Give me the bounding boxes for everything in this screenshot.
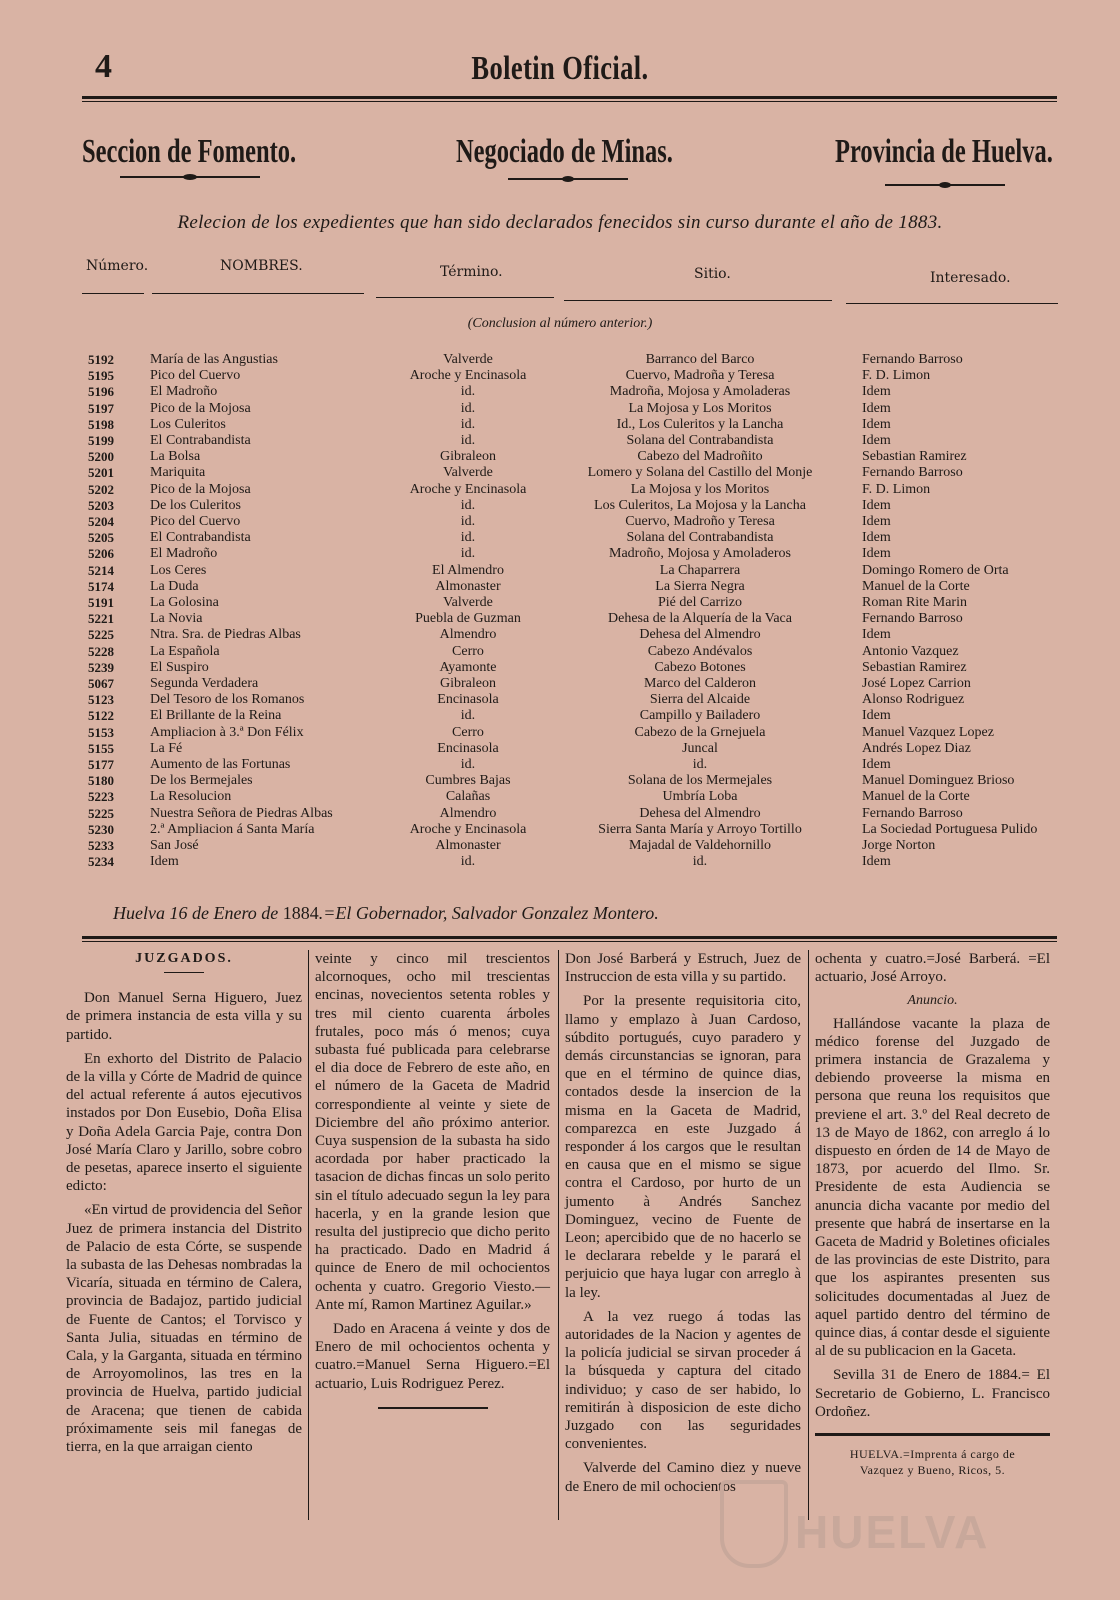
col-rule [82, 293, 144, 294]
expediente-number: 5230 [88, 821, 114, 837]
col-rule [376, 297, 554, 298]
requisitoria-paragraph: Valverde del Camino diez y nueve de Enero de mil ochocientos [565, 1460, 801, 1495]
section-heading-fomento: Seccion de Fomento. [82, 133, 297, 170]
expediente-interesado: Andrés Lopez Diaz [862, 740, 971, 756]
juzgados-title: JUZGADOS. [135, 951, 233, 966]
column-separator [308, 950, 309, 1520]
expediente-interesado: Idem [862, 384, 891, 400]
section-heading-huelva: Provincia de Huelva. [835, 133, 1053, 170]
expediente-number: 5203 [88, 497, 114, 513]
imprint-rule [815, 1433, 1050, 1436]
juzgados-paragraph: «En virtud de providencia del Señor Juez de primera instancia del Distrito de Palacio de esta Córte, se suspende la subasta de las Dehesas nombradas la Vicaría, situada en término de Calera, provincia de Badajoz, partido judicial de Fuente de Cantos; el Torvisco y Santa Julia, situadas en término de Cala, y la Garganta, situada en término de Arroyomolinos, las tres en la provincia de Huelva, partido judicial de Aracena; que tienen de cabida próximamente seis mil fanegas de tierra, en la que arraigan ciento [66, 1202, 302, 1456]
expediente-number: 5191 [88, 595, 114, 610]
table-row [0, 563, 1120, 579]
expediente-interesado: Idem [862, 757, 891, 772]
expediente-name: De los Culeritos [150, 497, 241, 513]
expediente-number: 5155 [88, 740, 114, 756]
signature-text: .=El Gobernador, Salvador Gonzalez Montero. [318, 903, 659, 923]
table-row [0, 401, 1120, 417]
expediente-number: 5195 [88, 368, 114, 384]
expediente-name: La Española [150, 643, 220, 659]
table-row [0, 595, 1120, 611]
expediente-sitio: Cabezo Botones [654, 659, 746, 675]
column-requisitoria [565, 950, 801, 1502]
expediente-termino: Puebla de Guzman [415, 611, 521, 627]
expediente-interesado: Jorge Norton [862, 838, 936, 853]
expediente-termino: id. [460, 546, 476, 562]
table-row [0, 822, 1120, 838]
expediente-number: 5200 [88, 449, 114, 465]
expediente-sitio: Los Culeritos, La Mojosa y la Lancha [594, 497, 806, 513]
expediente-interesado: Manuel de la Corte [862, 578, 970, 594]
expediente-sitio: Umbría Loba [662, 789, 738, 805]
table-row [0, 644, 1120, 660]
expediente-number: 5228 [88, 643, 114, 659]
expediente-sitio: Lomero y Solana del Castillo del Monje [587, 465, 813, 481]
expediente-interesado: Fernando Barroso [862, 611, 963, 627]
expediente-number: 5067 [88, 676, 114, 691]
expediente-number: 5196 [88, 384, 114, 400]
expediente-sitio: Madroño, Mojosa y Amoladeros [609, 546, 791, 562]
expediente-name: La Duda [150, 578, 199, 594]
expediente-name: La Resolucion [150, 789, 232, 805]
expediente-name: María de las Angustias [150, 352, 278, 367]
expediente-name: San José [150, 838, 199, 853]
juzgados-paragraph: veinte y cinco mil trescientos alcornoques, ocho mil trescientas encinas, novecientos setenta robles y tres mil ciento cuarenta árboles frutales, poco más ó menos; cuya subasta fué publicada para celebrarse el dia doce de Febrero de este año, en el número de la Gaceta de Madrid correspondiente al veinte y siete de Diciembre del año próximo anterior. Cuya suspension de la subasta ha sido acordada por haber practicado la tasacion de dichas fincas un solo perito sin el título adecuado segun la ley para hacerla, y en la grande lesion que resulta del justiprecio que dicho perito ha practicado. Dado en Madrid á quince de Enero de mil ochocientos ochenta y cuatro. Gregorio Viesto.—Ante mí, Ramon Martinez Aguilar.» [315, 951, 550, 1313]
expediente-name: El Contrabandista [150, 530, 251, 546]
col-head-numero: Número. [86, 258, 149, 274]
expediente-sitio: Dehesa del Almendro [639, 805, 761, 821]
expediente-interesado: Manuel de la Corte [862, 789, 970, 805]
expediente-termino: Aroche y Encinasola [409, 481, 527, 497]
table-row [0, 806, 1120, 822]
table-row [0, 417, 1120, 433]
table-row [0, 789, 1120, 805]
anuncio-paragraph: Sevilla 31 de Enero de 1884.= El Secretario de Gobierno, L. Francisco Ordoñez. [815, 1367, 1050, 1420]
conclusion-note: (Conclusion al número anterior.) [467, 316, 653, 331]
expediente-termino: id. [460, 757, 476, 772]
expediente-sitio: La Chaparrera [659, 562, 741, 578]
expediente-interesado: La Sociedad Portuguesa Pulido [862, 821, 1038, 837]
expediente-name: De los Bermejales [150, 773, 253, 789]
column-juzgados [66, 950, 302, 1462]
expediente-sitio: Campillo y Bailadero [639, 708, 761, 724]
expediente-name: Segunda Verdadera [150, 676, 259, 691]
juzgados-paragraph: Dado en Aracena á veinte y dos de Enero de mil ochocientos ochenta y cuatro.=Manuel Serna Higuero.=El actuario, Luis Rodriguez Perez. [315, 1321, 550, 1392]
table-row [0, 773, 1120, 789]
table-row [0, 465, 1120, 481]
expediente-termino: Encinasola [437, 692, 499, 708]
section-divider [82, 936, 1057, 939]
expediente-number: 5214 [88, 562, 114, 578]
expediente-name: Los Culeritos [150, 416, 226, 432]
col-head-interesado: Interesado. [930, 270, 1011, 286]
section-heading-minas: Negociado de Minas. [456, 133, 673, 170]
governor-signature [113, 903, 659, 924]
table-row [0, 352, 1120, 368]
expediente-sitio: Solana del Contrabandista [626, 433, 774, 448]
table-row [0, 449, 1120, 465]
expediente-number: 5221 [88, 611, 114, 627]
column-anuncio [815, 950, 1050, 1478]
expediente-sitio: Majadal de Valdehornillo [628, 838, 772, 853]
table-row [0, 611, 1120, 627]
expediente-name: Pico de la Mojosa [150, 400, 251, 416]
expediente-number: 5225 [88, 627, 114, 643]
expediente-number: 5233 [88, 838, 114, 853]
expediente-number: 5234 [88, 854, 114, 870]
expediente-termino: id. [460, 708, 476, 724]
expediente-number: 5223 [88, 789, 114, 805]
expediente-interesado: F. D. Limon [862, 368, 931, 384]
table-row [0, 530, 1120, 546]
expediente-name: El Madroño [150, 384, 218, 400]
signature-year: 1884 [282, 903, 319, 923]
anuncio-paragraph: Hallándose vacante la plaza de médico forense del Juzgado de primera instancia de Grazalema y debiendo proveerse la misma en persona que reuna los requisitos que previene el art. 3.º del Real decreto de 13 de Mayo de 1862, con arreglo á lo dispuesto en órden de 14 de Mayo de 1873, por acuerdo del Ilmo. Sr. Presidente de esta Audiencia se anuncia dicha vacante por medio del presente que habrá de insertarse en la Gaceta de Madrid y Boletines oficiales de las provincias de este Distrito, para que los aspirantes presenten sus solicitudes documentadas al Juez de aquel partido dentro del término de quince dias, á contar desde el siguiente al de su publicacion en la Gaceta. [815, 1015, 1050, 1360]
requisitoria-paragraph: ochenta y cuatro.=José Barberá. =El actuario, José Arroyo. [815, 951, 1050, 986]
expediente-sitio: Sierra Santa María y Arroyo Tortillo [598, 821, 802, 837]
expediente-name: La Golosina [150, 595, 219, 610]
expediente-interesado: Idem [862, 546, 891, 562]
col-rule [152, 293, 364, 294]
col-rule [564, 300, 832, 301]
expediente-termino: Cerro [452, 643, 484, 659]
expediente-number: 5201 [88, 465, 114, 481]
col-rule [846, 303, 1058, 304]
section-divider-thin [82, 941, 1057, 942]
expediente-interesado: Idem [862, 416, 891, 432]
expediente-name: Idem [150, 854, 179, 870]
expediente-name: Pico del Cuervo [150, 368, 241, 384]
column-separator [558, 950, 559, 1520]
expediente-termino: Almendro [439, 627, 497, 643]
expediente-number: 5206 [88, 546, 114, 562]
expediente-termino: Valverde [443, 595, 493, 610]
table-row [0, 854, 1120, 870]
table-row [0, 676, 1120, 692]
flourish-center [508, 178, 628, 180]
requisitoria-paragraph: Por la presente requisitoria cito, llamo y emplazo à Juan Cardoso, súbdito portugués, cuyo paradero y demás circunstancias se ignoran, para que en el término de quince dias, contados desde la insercion de la misma en la Gaceta de Madrid, comparezca en este Juzgado á responder á los cargos que le resultan en causa que en el mismo se sigue contra el Cardoso, por hurto de un jumento à Andrés Sanchez Dominguez, vecino de Fuente de Leon; apercibido que de no hacerlo se le declarara rebelde y le parará el perjuicio que haya lugar con arreglo à la ley. [565, 993, 801, 1301]
expediente-number: 5197 [88, 400, 114, 416]
expediente-name: Los Ceres [150, 562, 207, 578]
expediente-interesado: Fernando Barroso [862, 465, 963, 481]
expediente-interesado: Fernando Barroso [862, 352, 963, 367]
expediente-termino: Encinasola [437, 740, 499, 756]
expediente-name: Mariquita [150, 465, 206, 481]
table-row [0, 579, 1120, 595]
expediente-termino: id. [460, 514, 476, 529]
expediente-name: El Suspiro [150, 659, 209, 675]
expediente-name: El Contrabandista [150, 433, 251, 448]
expediente-sitio: Cabezo de la Grnejuela [634, 724, 766, 740]
expediente-interesado: Idem [862, 530, 891, 546]
expediente-name: El Madroño [150, 546, 218, 562]
signature-text: Huelva 16 de Enero de [113, 903, 283, 923]
flourish-left [120, 176, 260, 178]
expediente-sitio: La Mojosa y los Moritos [630, 481, 770, 497]
expediente-number: 5177 [88, 757, 114, 772]
expediente-termino: Almonaster [435, 838, 501, 853]
expediente-interesado: Idem [862, 708, 891, 724]
anuncio-title: Anuncio. [907, 993, 958, 1009]
col-head-termino: Término. [440, 264, 503, 280]
expediente-termino: Calañas [445, 789, 491, 805]
expediente-sitio: Dehesa del Almendro [639, 627, 761, 643]
table-row [0, 708, 1120, 724]
requisitoria-paragraph: A la vez ruego á todas las autoridades de la Nacion y agentes de la policía judicial se sirvan proceder á la búsqueda y captura del citado individuo; y caso de ser habido, lo remitirán à disposicion de este dicho Juzgado con las seguridades convenientes. [565, 1308, 801, 1453]
expediente-sitio: id. [692, 854, 708, 870]
expediente-number: 5122 [88, 708, 114, 724]
expediente-sitio: Dehesa de la Alquería de la Vaca [608, 611, 792, 627]
expediente-interesado: Idem [862, 514, 891, 529]
imprint-line: Vazquez y Bueno, Ricos, 5. [859, 1463, 1006, 1478]
title-rule [164, 972, 204, 973]
expediente-interesado: Sebastian Ramirez [862, 449, 967, 465]
expediente-sitio: Cabezo Andévalos [647, 643, 753, 659]
expediente-termino: Valverde [443, 352, 493, 367]
expediente-number: 5180 [88, 773, 114, 789]
expediente-termino: id. [460, 497, 476, 513]
expediente-sitio: Id., Los Culeritos y la Lancha [616, 416, 784, 432]
expediente-name: Aumento de las Fortunas [150, 757, 291, 772]
expediente-interesado: Fernando Barroso [862, 805, 963, 821]
expediente-name: 2.ª Ampliacion á Santa María [150, 821, 315, 837]
juzgados-paragraph: En exhorto del Distrito de Palacio de la villa y Córte de Madrid de quince del actual referente á autos ejecutivos instados por Don Eusebio, Doña Elisa y Doña Adela Garcia Paje, contra Don José María Claro y Jarillo, sobre cobro de pesetas, aparece inserto el siguiente edicto: [66, 1050, 302, 1195]
expediente-number: 5174 [88, 578, 114, 594]
expediente-sitio: Marco del Calderon [644, 676, 756, 691]
table-row [0, 514, 1120, 530]
col-head-sitio: Sitio. [694, 266, 731, 282]
expediente-number: 5204 [88, 514, 114, 529]
expediente-interesado: Idem [862, 627, 891, 643]
expediente-sitio: Cuervo, Madroña y Teresa [625, 368, 775, 384]
expediente-termino: id. [460, 384, 476, 400]
expediente-termino: Gibraleon [440, 449, 496, 465]
expediente-number: 5198 [88, 416, 114, 432]
watermark-text: HUELVA [795, 1506, 990, 1558]
expediente-sitio: Madroña, Mojosa y Amoladeras [609, 384, 791, 400]
expediente-termino: id. [460, 530, 476, 546]
expediente-sitio: Juncal [682, 740, 718, 756]
expediente-number: 5239 [88, 659, 114, 675]
expediente-number: 5192 [88, 352, 114, 367]
table-row [0, 498, 1120, 514]
expediente-name: Ntra. Sra. de Piedras Albas [150, 627, 301, 643]
table-row [0, 741, 1120, 757]
expediente-termino: Cumbres Bajas [425, 773, 511, 789]
col-head-nombres: NOMBRES. [220, 258, 303, 274]
expediente-name: Nuestra Señora de Piedras Albas [150, 805, 333, 821]
expediente-interesado: José Lopez Carrion [862, 676, 971, 691]
masthead: Boletin Oficial. [471, 50, 649, 87]
expediente-sitio: Pié del Carrizo [658, 595, 742, 610]
expediente-termino: El Almendro [432, 562, 504, 578]
expediente-interesado: Alonso Rodriguez [862, 692, 965, 708]
expediente-sitio: Sierra del Alcaide [649, 692, 751, 708]
column-separator [808, 950, 809, 1520]
expediente-name: La Fé [150, 740, 183, 756]
table-row [0, 725, 1120, 741]
table-row [0, 546, 1120, 562]
library-watermark [700, 1470, 1030, 1580]
expediente-number: 5153 [88, 724, 114, 740]
expediente-name: Pico de la Mojosa [150, 481, 251, 497]
table-row [0, 692, 1120, 708]
expediente-number: 5199 [88, 433, 114, 448]
expediente-interesado: Manuel Dominguez Brioso [862, 773, 1015, 789]
expediente-termino: id. [460, 400, 476, 416]
expediente-sitio: Cabezo del Madroñito [637, 449, 763, 465]
expediente-sitio: Solana de los Mermejales [627, 773, 773, 789]
expediente-termino: id. [460, 854, 476, 870]
expediente-termino: Ayamonte [439, 659, 497, 675]
end-flourish [378, 1407, 488, 1409]
expediente-number: 5123 [88, 692, 114, 708]
expediente-sitio: La Sierra Negra [655, 578, 745, 594]
expediente-name: El Brillante de la Reina [150, 708, 282, 724]
requisitoria-paragraph: Don José Barberá y Estruch, Juez de Instruccion de esta villa y su partido. [565, 951, 801, 986]
expediente-interesado: Manuel Vazquez Lopez [862, 724, 994, 740]
expediente-sitio: Solana del Contrabandista [626, 530, 774, 546]
expediente-termino: Valverde [443, 465, 493, 481]
expediente-termino: Gibraleon [440, 676, 496, 691]
table-row [0, 482, 1120, 498]
expediente-name: Del Tesoro de los Romanos [150, 692, 305, 708]
flourish-right [885, 184, 1005, 186]
expediente-interesado: Idem [862, 433, 891, 448]
expediente-name: Ampliacion à 3.ª Don Félix [150, 724, 304, 740]
relacion-title: Relecion de los expedientes que han sido declarados fenecidos sin curso durante el año de 1883. [177, 212, 943, 233]
expediente-number: 5225 [88, 805, 114, 821]
page-number: 4 [95, 48, 112, 85]
expediente-termino: Aroche y Encinasola [409, 368, 527, 384]
imprint-line: HUELVA.=Imprenta á cargo de [849, 1447, 1016, 1462]
masthead-rule-thin [82, 101, 1057, 102]
shield-icon [720, 1480, 788, 1568]
expediente-interesado: Idem [862, 854, 891, 870]
expediente-interesado: Domingo Romero de Orta [862, 562, 1009, 578]
expediente-number: 5202 [88, 481, 114, 497]
expediente-sitio: Cuervo, Madroño y Teresa [625, 514, 775, 529]
table-row [0, 368, 1120, 384]
expediente-interesado: Sebastian Ramirez [862, 659, 967, 675]
table-row [0, 757, 1120, 773]
expediente-termino: Almendro [439, 805, 497, 821]
expediente-termino: id. [460, 433, 476, 448]
table-row [0, 838, 1120, 854]
expediente-interesado: Idem [862, 497, 891, 513]
expediente-sitio: La Mojosa y Los Moritos [628, 400, 772, 416]
table-row [0, 433, 1120, 449]
table-row [0, 660, 1120, 676]
column-juzgados-cont [315, 950, 550, 1409]
expediente-number: 5205 [88, 530, 114, 546]
expediente-name: La Bolsa [150, 449, 201, 465]
expediente-interesado: Idem [862, 400, 891, 416]
expediente-termino: Aroche y Encinasola [409, 821, 527, 837]
expediente-interesado: Roman Rite Marin [862, 595, 967, 610]
expediente-interesado: F. D. Limon [862, 481, 931, 497]
masthead-rule [82, 96, 1057, 99]
table-row [0, 384, 1120, 400]
expediente-interesado: Antonio Vazquez [862, 643, 959, 659]
expediente-name: La Novia [150, 611, 203, 627]
expediente-termino: Cerro [452, 724, 484, 740]
table-row [0, 627, 1120, 643]
expediente-sitio: id. [692, 757, 708, 772]
expediente-sitio: Barranco del Barco [645, 352, 755, 367]
expediente-name: Pico del Cuervo [150, 514, 241, 529]
expediente-termino: Almonaster [435, 578, 501, 594]
expediente-termino: id. [460, 416, 476, 432]
juzgados-paragraph: Don Manuel Serna Higuero, Juez de primera instancia de esta villa y su partido. [66, 990, 302, 1043]
